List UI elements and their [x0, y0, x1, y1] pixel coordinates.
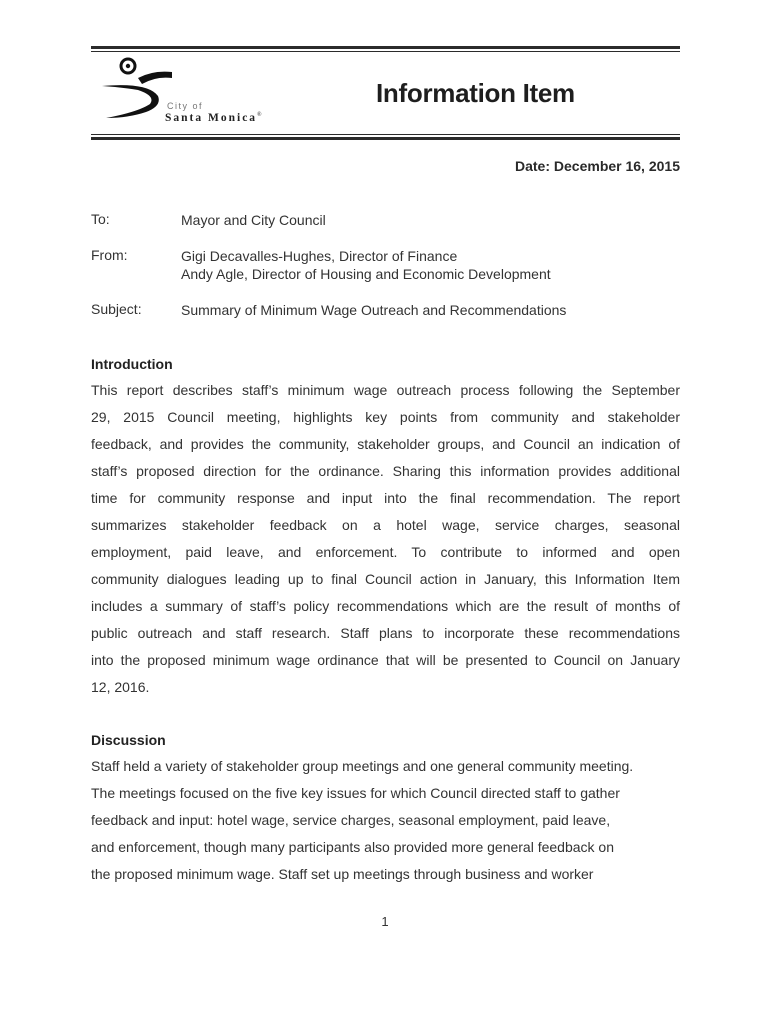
paragraph-line: summarizes stakeholder feedback on a hotel wage, service charges, seasonal [91, 517, 680, 533]
from-label: From: [91, 247, 128, 263]
paragraph-line: includes a summary of staff’s policy recommendations which are the result of months of [91, 598, 680, 614]
document-title: Information Item [376, 78, 575, 108]
introduction-paragraph [91, 377, 680, 701]
paragraph-line: 12, 2016. [91, 679, 150, 695]
paragraph-line: the proposed minimum wage. Staff set up meetings through business and worker [91, 866, 594, 882]
page-number: 1 [381, 914, 389, 929]
to-value: Mayor and City Council [181, 212, 326, 228]
paragraph-line: 29, 2015 Council meeting, highlights key points from community and stakeholder [91, 409, 680, 425]
paragraph-line: feedback and input: hotel wage, service charges, seasonal employment, paid leave, [91, 812, 611, 828]
discussion-paragraph [91, 753, 680, 888]
paragraph-line: staff’s proposed direction for the ordinance. Sharing this information provides additional [91, 463, 680, 479]
header-rule-top-thin [91, 51, 680, 52]
paragraph-line: public outreach and staff research. Staff plans to incorporate these recommendations [91, 625, 680, 641]
logo-city-text: City of [167, 101, 204, 111]
header-rule-top-thick [91, 46, 680, 49]
memo-date: Date: December 16, 2015 [515, 158, 680, 174]
from-value-1: Gigi Decavalles-Hughes, Director of Finance [181, 248, 458, 264]
paragraph-line: into the proposed minimum wage ordinance that will be presented to Council on January [91, 652, 680, 668]
paragraph-line: time for community response and input into the final recommendation. The report [91, 490, 680, 506]
header-rule-bottom-thick [91, 137, 680, 140]
discussion-heading: Discussion [91, 732, 166, 748]
paragraph-line: feedback, and provides the community, stakeholder groups, and Council an indication of [91, 436, 680, 452]
subject-value: Summary of Minimum Wage Outreach and Recommendations [181, 302, 567, 318]
subject-label: Subject: [91, 301, 142, 317]
paragraph-line: community dialogues leading up to final Council action in January, this Information Item [91, 571, 680, 587]
paragraph-line: and enforcement, though many participants also provided more general feedback on [91, 839, 614, 855]
logo-name-text: Santa Monica® [165, 112, 262, 124]
introduction-heading: Introduction [91, 356, 173, 372]
paragraph-line: employment, paid leave, and enforcement. To contribute to informed and open [91, 544, 680, 560]
registered-mark: ® [257, 112, 262, 118]
paragraph-line: Staff held a variety of stakeholder group meetings and one general community meeting. [91, 758, 634, 774]
to-label: To: [91, 211, 110, 227]
header-rule-bottom-thin [91, 134, 680, 135]
paragraph-line: This report describes staff’s minimum wage outreach process following the September [91, 382, 680, 398]
from-value-2: Andy Agle, Director of Housing and Economic Development [181, 266, 551, 282]
paragraph-line: The meetings focused on the five key issues for which Council directed staff to gather [91, 785, 620, 801]
